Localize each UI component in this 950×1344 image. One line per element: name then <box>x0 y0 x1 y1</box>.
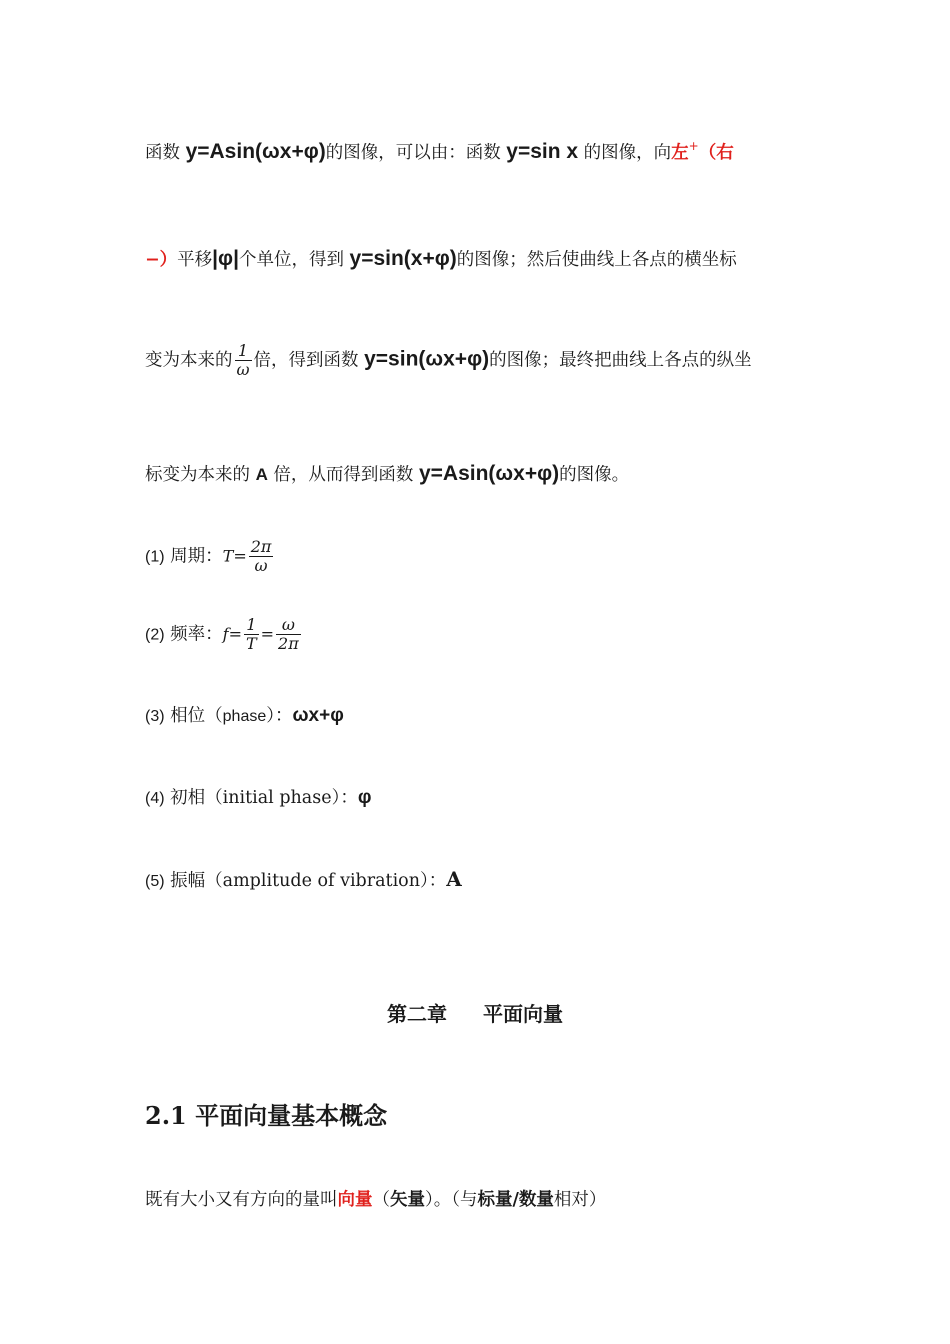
amplitude-symbol: A <box>255 465 268 484</box>
fraction <box>249 538 274 576</box>
text: （ <box>372 1190 390 1210</box>
formula: y=sin(ωx+φ) <box>364 347 490 371</box>
key-term: 向量 <box>337 1190 373 1210</box>
list-item-amplitude <box>145 869 462 891</box>
list-item-period <box>145 538 275 576</box>
english-term: initial phase <box>222 788 332 808</box>
list-item-initial-phase <box>145 788 371 808</box>
definition-line <box>145 1192 606 1210</box>
fraction <box>276 616 301 654</box>
text: 倍，从而得到函数 <box>267 465 419 485</box>
text: ）。（与 <box>425 1190 478 1210</box>
formula: |φ| <box>212 247 239 270</box>
text: 相对） <box>553 1190 607 1210</box>
formula: y=sin(x+φ) <box>349 247 457 270</box>
fraction <box>235 342 252 380</box>
item-label: 初相（ <box>164 788 223 808</box>
formula: y=Asin(ωx+φ) <box>185 140 326 163</box>
text: 倍，得到函数 <box>253 350 365 371</box>
numerator: 1 <box>244 616 259 635</box>
contrast-term: 数量 <box>518 1190 554 1210</box>
equals: = <box>260 624 275 644</box>
list-item-phase <box>145 706 344 726</box>
english-term: phase <box>222 708 267 725</box>
item-number: (3) <box>145 708 165 725</box>
item-value: A <box>446 867 462 891</box>
item-number: (2) <box>145 626 165 644</box>
chapter-number: 第二章 <box>387 1002 447 1026</box>
fraction <box>244 616 259 654</box>
numerator: 1 <box>235 342 252 361</box>
denominator: ω <box>236 360 250 380</box>
item-punct: ）： <box>266 706 293 726</box>
numerator: 2π <box>250 537 272 556</box>
para-line-3 <box>145 342 752 380</box>
item-value: φ <box>357 787 372 808</box>
minus-sign: −） <box>145 250 178 270</box>
plus-sign: + <box>688 139 699 153</box>
para-line-1 <box>145 140 734 163</box>
english-term: amplitude of vibration <box>222 871 420 891</box>
item-number: (5) <box>145 873 165 890</box>
text: 的图像；然后使曲线上各点的横坐标 <box>456 250 737 270</box>
text: 既有大小又有方向的量叫 <box>145 1190 338 1210</box>
text: 的图像，向 <box>578 143 672 163</box>
formula: y=Asin(ωx+φ) <box>418 462 560 485</box>
item-punct: ）： <box>331 788 358 808</box>
item-number: (4) <box>145 790 165 807</box>
alt-term: 矢量 <box>390 1190 425 1210</box>
item-value: ωx+φ <box>292 705 344 726</box>
denominator: T <box>245 634 257 654</box>
item-label: 频率： <box>164 624 223 645</box>
formula-lhs: f= <box>222 624 242 644</box>
text: 平移 <box>177 250 213 270</box>
text: 变为本来的 <box>145 350 233 371</box>
slash: / <box>512 1190 519 1210</box>
formula: y=sin x <box>506 140 579 163</box>
item-label: 振幅（ <box>164 871 223 891</box>
text: 的图像，可以由：函数 <box>325 143 507 163</box>
text: 的图像。 <box>559 465 630 485</box>
denominator: 2π <box>278 634 299 654</box>
denominator: ω <box>254 556 268 576</box>
numerator: ω <box>276 616 301 635</box>
para-line-2 <box>145 248 737 270</box>
item-label: 周期： <box>164 546 223 567</box>
item-number: (1) <box>145 548 165 566</box>
chapter-title: 平面向量 <box>483 1002 563 1026</box>
text: 函数 <box>145 143 186 163</box>
item-punct: ）： <box>420 871 447 891</box>
formula-lhs: T= <box>222 546 247 566</box>
text: 标变为本来的 <box>145 465 256 485</box>
text: 的图像；最终把曲线上各点的纵坐 <box>489 350 752 371</box>
section-heading: 2.1 平面向量基本概念 <box>145 1101 388 1130</box>
chapter-heading <box>0 998 950 1027</box>
direction-right: （右 <box>698 143 734 163</box>
item-label: 相位（ <box>164 706 223 726</box>
direction-left: 左 <box>671 143 689 163</box>
list-item-frequency <box>145 616 303 654</box>
para-line-4 <box>145 463 629 485</box>
text: 个单位，得到 <box>238 250 350 270</box>
contrast-term: 标量 <box>477 1190 513 1210</box>
